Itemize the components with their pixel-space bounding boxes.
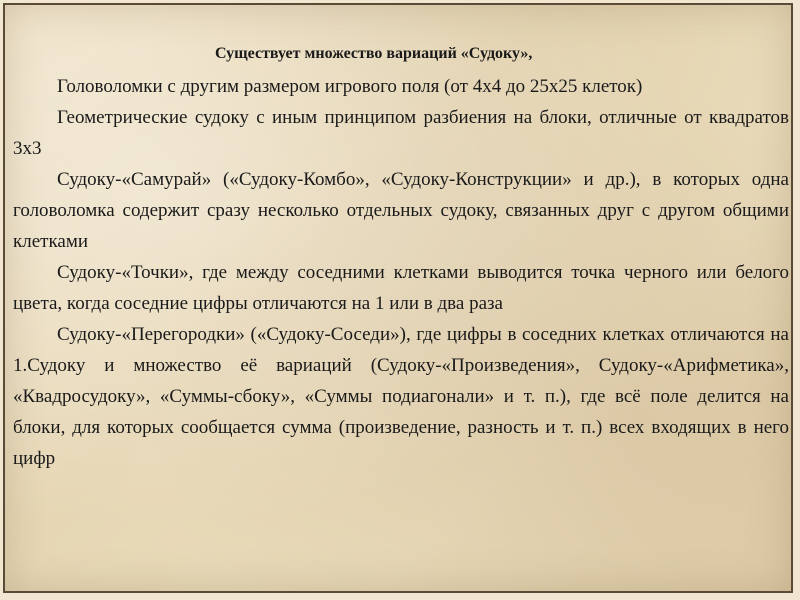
slide-heading: Существует множество вариаций «Судоку»,: [215, 45, 533, 62]
paragraph-partitions: Судоку-«Перегородки» («Судоку-Соседи»), где цифры в соседних клетках отличаются на 1.Судоку и множество её вариаций (Судоку-«Произведения», Судоку-«Арифметика», «Квадросудоку», «Суммы-сбоку», «Суммы подиагонали» и т. п.), где всё поле делится на блоки, для которых сообщается сумма (произведение, разность и т. п.) всех входящих в него цифр: [13, 324, 789, 469]
paragraph-field-size: Головоломки с другим размером игрового поля (от 4х4 до 25х25 клеток): [57, 76, 643, 97]
paragraph-geometric: Геометрические судоку с иным принципом разбиения на блоки, отличные от квадратов 3х3: [13, 107, 789, 159]
paragraph-dots: Судоку-«Точки», где между соседними клетками выводится точка черного или белого цвета, когда соседние цифры отличаются на 1 или в два раза: [13, 262, 789, 314]
paragraph-samurai: Судоку-«Самурай» («Судоку-Комбо», «Судоку-Конструкции» и др.), в которых одна головоломка содержит сразу несколько отдельных судоку, связанных друг с другом общими клетками: [13, 169, 789, 252]
slide-content: [13, 41, 789, 474]
slide-frame: [3, 3, 793, 593]
